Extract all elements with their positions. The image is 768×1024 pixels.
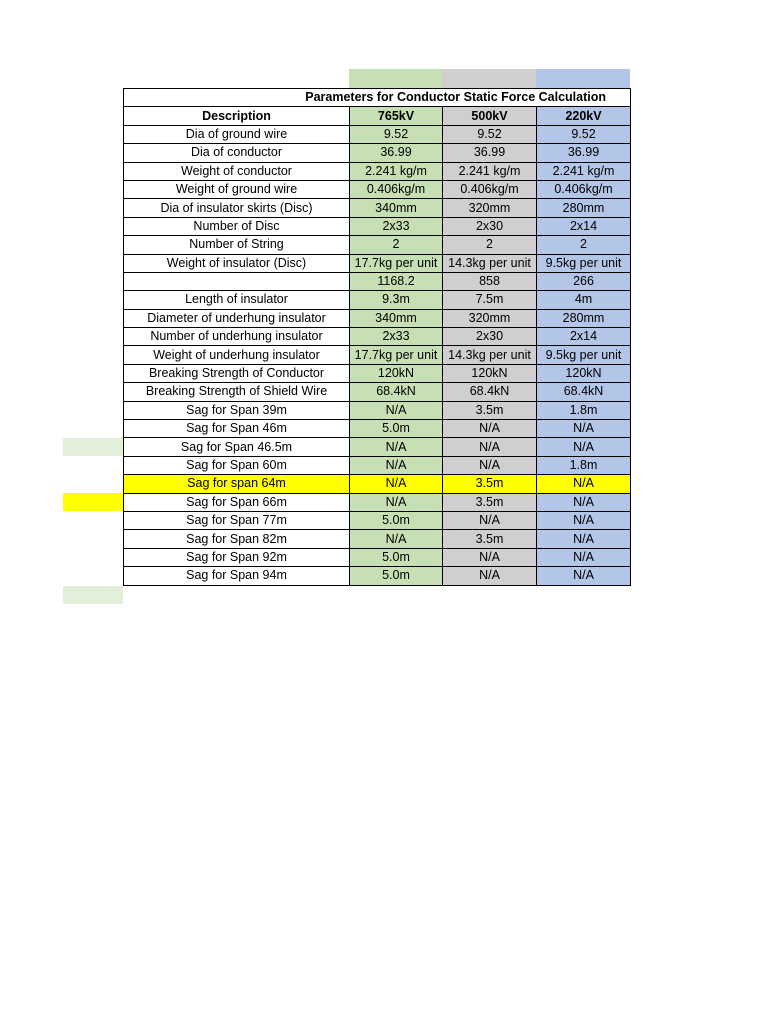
table-row bbox=[124, 456, 631, 474]
cell-description: Diameter of underhung insulator bbox=[124, 309, 350, 327]
cell-765kv: 120kN bbox=[350, 364, 443, 382]
table-row bbox=[124, 309, 631, 327]
cell-765kv: N/A bbox=[350, 401, 443, 419]
cell-description: Weight of ground wire bbox=[124, 180, 350, 198]
cell-description: Number of Disc bbox=[124, 217, 350, 235]
table-row bbox=[124, 180, 631, 198]
cell-description: Sag for Span 66m bbox=[124, 493, 350, 511]
cell-500kv: N/A bbox=[443, 567, 537, 585]
cell-765kv: 17.7kg per unit bbox=[350, 254, 443, 272]
table-row bbox=[124, 438, 631, 456]
side-fill-cell bbox=[63, 438, 123, 456]
cell-220kv: N/A bbox=[537, 493, 631, 511]
cell-220kv: N/A bbox=[537, 475, 631, 493]
table-row bbox=[124, 511, 631, 529]
table-row bbox=[124, 236, 631, 254]
cell-765kv: 2x33 bbox=[350, 217, 443, 235]
cell-765kv: 9.3m bbox=[350, 291, 443, 309]
side-fill-cell-highlight bbox=[63, 493, 123, 511]
cell-description bbox=[124, 272, 350, 290]
table-row bbox=[124, 346, 631, 364]
cell-765kv: 340mm bbox=[350, 309, 443, 327]
cell-765kv: N/A bbox=[350, 493, 443, 511]
parameters-table bbox=[123, 88, 631, 586]
cell-220kv: 9.52 bbox=[537, 125, 631, 143]
cell-500kv: 320mm bbox=[443, 309, 537, 327]
cell-description: Dia of ground wire bbox=[124, 125, 350, 143]
table-title: Parameters for Conductor Static Force Calculation bbox=[124, 89, 631, 107]
cell-220kv: 2.241 kg/m bbox=[537, 162, 631, 180]
cell-description: Sag for Span 60m bbox=[124, 456, 350, 474]
cell-765kv: 36.99 bbox=[350, 144, 443, 162]
cell-500kv: 3.5m bbox=[443, 401, 537, 419]
cell-220kv: 1.8m bbox=[537, 401, 631, 419]
cell-220kv: N/A bbox=[537, 420, 631, 438]
cell-220kv: 1.8m bbox=[537, 456, 631, 474]
cell-500kv: 68.4kN bbox=[443, 383, 537, 401]
table-row bbox=[124, 291, 631, 309]
cell-765kv: 340mm bbox=[350, 199, 443, 217]
cell-220kv: 280mm bbox=[537, 199, 631, 217]
table-row bbox=[124, 548, 631, 566]
cell-500kv: 14.3kg per unit bbox=[443, 346, 537, 364]
cell-500kv: 2x30 bbox=[443, 217, 537, 235]
table-row bbox=[124, 401, 631, 419]
header-500kv: 500kV bbox=[443, 107, 537, 125]
cell-220kv: 9.5kg per unit bbox=[537, 346, 631, 364]
cell-500kv: N/A bbox=[443, 438, 537, 456]
cell-500kv: 14.3kg per unit bbox=[443, 254, 537, 272]
cell-765kv: 9.52 bbox=[350, 125, 443, 143]
cell-description: Number of underhung insulator bbox=[124, 328, 350, 346]
header-row bbox=[124, 107, 631, 125]
cell-220kv: 280mm bbox=[537, 309, 631, 327]
table-row bbox=[124, 493, 631, 511]
cell-220kv: 9.5kg per unit bbox=[537, 254, 631, 272]
table-row bbox=[124, 567, 631, 585]
cell-220kv: 0.406kg/m bbox=[537, 180, 631, 198]
cell-220kv: N/A bbox=[537, 548, 631, 566]
table-row bbox=[124, 125, 631, 143]
swatch-765kv bbox=[349, 69, 442, 88]
cell-220kv: 2x14 bbox=[537, 217, 631, 235]
cell-765kv: 17.7kg per unit bbox=[350, 346, 443, 364]
cell-description: Sag for Span 46.5m bbox=[124, 438, 350, 456]
cell-765kv: N/A bbox=[350, 438, 443, 456]
table-row bbox=[124, 383, 631, 401]
cell-description: Sag for Span 82m bbox=[124, 530, 350, 548]
title-row bbox=[124, 89, 631, 107]
cell-220kv: N/A bbox=[537, 438, 631, 456]
table-row bbox=[124, 144, 631, 162]
cell-765kv: 1168.2 bbox=[350, 272, 443, 290]
table-row bbox=[124, 420, 631, 438]
cell-765kv: 5.0m bbox=[350, 548, 443, 566]
cell-500kv: N/A bbox=[443, 548, 537, 566]
table-row bbox=[124, 162, 631, 180]
cell-765kv: 2 bbox=[350, 236, 443, 254]
cell-220kv: 2x14 bbox=[537, 328, 631, 346]
cell-description: Sag for Span 46m bbox=[124, 420, 350, 438]
cell-220kv: N/A bbox=[537, 530, 631, 548]
cell-220kv: 68.4kN bbox=[537, 383, 631, 401]
cell-500kv: 3.5m bbox=[443, 493, 537, 511]
table-row bbox=[124, 530, 631, 548]
cell-description: Sag for span 64m bbox=[124, 475, 350, 493]
cell-description: Sag for Span 77m bbox=[124, 511, 350, 529]
cell-description: Number of String bbox=[124, 236, 350, 254]
cell-500kv: 36.99 bbox=[443, 144, 537, 162]
cell-description: Dia of conductor bbox=[124, 144, 350, 162]
cell-500kv: 2 bbox=[443, 236, 537, 254]
cell-765kv: 0.406kg/m bbox=[350, 180, 443, 198]
swatch-500kv bbox=[442, 69, 536, 88]
cell-220kv: N/A bbox=[537, 511, 631, 529]
header-220kv: 220kV bbox=[537, 107, 631, 125]
side-fill-cell bbox=[63, 586, 123, 604]
table-row bbox=[124, 199, 631, 217]
cell-765kv: 2.241 kg/m bbox=[350, 162, 443, 180]
cell-765kv: 68.4kN bbox=[350, 383, 443, 401]
cell-description: Weight of insulator (Disc) bbox=[124, 254, 350, 272]
cell-500kv: 7.5m bbox=[443, 291, 537, 309]
table-row bbox=[124, 254, 631, 272]
table-row bbox=[124, 217, 631, 235]
cell-500kv: N/A bbox=[443, 420, 537, 438]
cell-220kv: 2 bbox=[537, 236, 631, 254]
cell-description: Sag for Span 92m bbox=[124, 548, 350, 566]
cell-765kv: 5.0m bbox=[350, 567, 443, 585]
cell-765kv: N/A bbox=[350, 456, 443, 474]
header-description: Description bbox=[124, 107, 350, 125]
table-row bbox=[124, 475, 631, 493]
cell-description: Weight of conductor bbox=[124, 162, 350, 180]
cell-765kv: 5.0m bbox=[350, 511, 443, 529]
cell-description: Weight of underhung insulator bbox=[124, 346, 350, 364]
cell-description: Sag for Span 39m bbox=[124, 401, 350, 419]
cell-500kv: 0.406kg/m bbox=[443, 180, 537, 198]
cell-220kv: 4m bbox=[537, 291, 631, 309]
cell-500kv: 120kN bbox=[443, 364, 537, 382]
cell-220kv: 266 bbox=[537, 272, 631, 290]
cell-765kv: N/A bbox=[350, 530, 443, 548]
swatch-220kv bbox=[536, 69, 630, 88]
header-765kv: 765kV bbox=[350, 107, 443, 125]
cell-description: Length of insulator bbox=[124, 291, 350, 309]
cell-765kv: 5.0m bbox=[350, 420, 443, 438]
cell-description: Dia of insulator skirts (Disc) bbox=[124, 199, 350, 217]
table-row bbox=[124, 272, 631, 290]
cell-765kv: N/A bbox=[350, 475, 443, 493]
cell-500kv: 3.5m bbox=[443, 530, 537, 548]
cell-description: Sag for Span 94m bbox=[124, 567, 350, 585]
cell-765kv: 2x33 bbox=[350, 328, 443, 346]
cell-500kv: 320mm bbox=[443, 199, 537, 217]
cell-500kv: 858 bbox=[443, 272, 537, 290]
table-row bbox=[124, 328, 631, 346]
cell-220kv: N/A bbox=[537, 567, 631, 585]
cell-220kv: 36.99 bbox=[537, 144, 631, 162]
cell-500kv: 2x30 bbox=[443, 328, 537, 346]
cell-500kv: 3.5m bbox=[443, 475, 537, 493]
cell-500kv: 2.241 kg/m bbox=[443, 162, 537, 180]
cell-description: Breaking Strength of Shield Wire bbox=[124, 383, 350, 401]
cell-500kv: N/A bbox=[443, 511, 537, 529]
cell-description: Breaking Strength of Conductor bbox=[124, 364, 350, 382]
cell-500kv: 9.52 bbox=[443, 125, 537, 143]
table-row bbox=[124, 364, 631, 382]
cell-500kv: N/A bbox=[443, 456, 537, 474]
cell-220kv: 120kN bbox=[537, 364, 631, 382]
